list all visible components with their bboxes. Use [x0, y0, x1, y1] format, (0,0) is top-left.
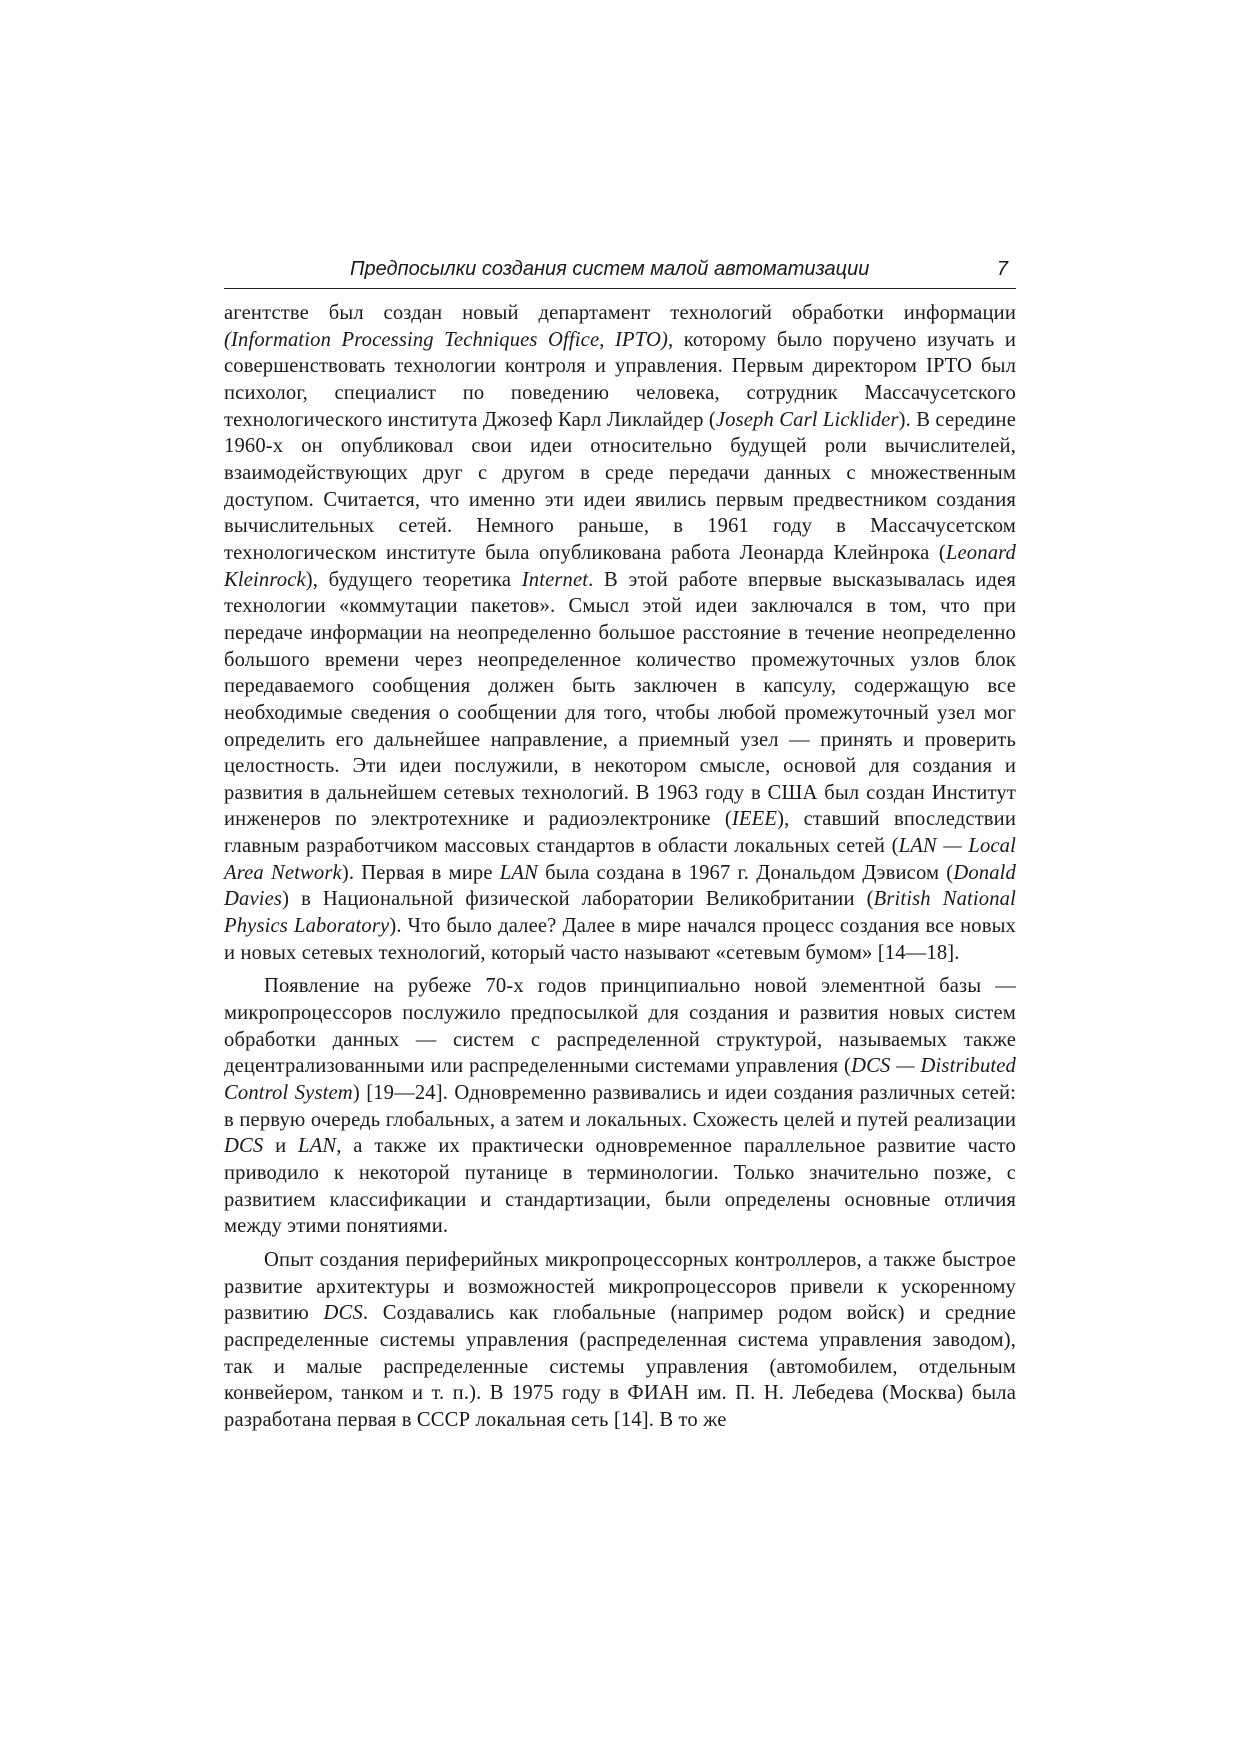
- italic-term: LAN: [298, 1135, 337, 1158]
- text-run: , а также их практически одновременное параллельное развитие часто приводило к некоторой путанице в терминологии. Только значительно позже, с развитием классификации и стандартизации, были определены основные отличия между этими понятиями.: [224, 1135, 1016, 1238]
- text-run: . Создавались как глобальные (например родом войск) и средние распределенные системы управления (распределенная система управления заводом), так и малые распределенные системы управления (автомобилем, отдельным конвейером, танком и т. п.). В 1975 году в ФИАН им. П. Н. Лебедева (Москва) была разработана первая в СССР локальная сеть [14]. В то же: [224, 1302, 1016, 1431]
- text-run: Опыт создания периферийных микропроцессорных контроллеров, а также быстрое развитие архитектуры и возможностей микропроцессоров привели к ускоренному развитию: [224, 1248, 1016, 1325]
- text-run: Появление на рубеже 70-х годов принципиально новой элементной базы — микропроцессоров послужило предпосылкой для создания и развития новых систем обработки данных — систем с распределенной структурой, называемых также децентрализованными или распределенными системами управления (: [224, 975, 1016, 1078]
- text-run: . В этой работе впервые высказывалась идея технологии «коммутации пакетов». Смысл этой идеи заключался в том, что при передаче информации на неопределенно большое расстояние в течение неопределенно большого времени через неопределенное количество промежуточных узлов блок передаваемого сообщения должен быть заключен в капсулу, содержащую все необходимые сведения о сообщении для того, чтобы любой промежуточный узел мог определить его дальнейшее направление, а приемный узел — принять и проверить целостность. Эти идеи послужили, в некотором смысле, основой для создания и развития в дальнейшем сетевых технологий. В 1963 году в США был создан Институт инженеров по электротехнике и радиоэлектронике (: [224, 568, 1016, 831]
- italic-term: LAN — Local Area Network: [224, 835, 1017, 884]
- paragraph: [224, 1247, 1016, 1434]
- paragraph: [224, 973, 1016, 1240]
- italic-term: DCS: [224, 1135, 264, 1158]
- italic-term: IEEE: [731, 808, 778, 831]
- running-title: Предпосылки создания систем малой автоматизации: [350, 258, 870, 280]
- text-run: ) в Национальной физической лаборатории Великобритании (: [282, 888, 874, 911]
- italic-term: British National Physics Laboratory: [224, 888, 1016, 938]
- italic-term: Joseph Carl Licklider: [715, 408, 899, 431]
- italic-term: DCS — Distributed Control System: [224, 1055, 1016, 1105]
- text-run: и: [263, 1135, 299, 1158]
- book-page: [224, 258, 1016, 1434]
- italic-term: (Information Processing Techniques Office, IPTO): [224, 328, 668, 351]
- page-number: 7: [996, 258, 1008, 280]
- running-header: [224, 258, 1016, 289]
- text-run: ), будущего теоретика: [305, 568, 522, 591]
- text-run: ) [19—24]. Одновременно развивались и идеи создания различных сетей: в первую очередь глобальных, а затем и локальных. Схожесть целей и путей реализации: [224, 1082, 1016, 1131]
- text-run: была создана в 1967 г. Дональдом Дэвисом (: [538, 861, 954, 884]
- body-text: [224, 300, 1016, 1434]
- italic-term: DCS: [323, 1302, 363, 1325]
- text-run: ). Что было далее? Далее в мире начался процесс создания все новых и новых сетевых технологий, который часто называют «сетевым бумом» [14—18].: [224, 915, 1016, 964]
- text-run: ). В середине 1960-х он опубликовал свои идеи относительно будущей роли вычислителей, взаимодействующих друг с другом в среде передачи данных с множественным доступом. Считается, что именно эти идеи явились первым предвестником создания вычислительных сетей. Немного раньше, в 1961 году в Массачусетском технологическом институте была опубликована работа Леонарда Клейнрока (: [224, 408, 1016, 564]
- text-run: , которому было поручено изучать и совершенствовать технологии контроля и управления. Первым директором IPTO был психолог, специалист по поведению человека, сотрудник Массачусетского технологического института Джозеф Карл Ликлайдер (: [224, 328, 1016, 431]
- text-run: ). Первая в мире: [341, 861, 500, 884]
- text-run: ), ставший впоследствии главным разработчиком массовых стандартов в области локальных сетей (: [224, 808, 1016, 858]
- italic-term: Internet: [521, 568, 589, 591]
- italic-term: Donald Davies: [224, 861, 1016, 911]
- italic-term: Leonard Kleinrock: [224, 541, 1016, 591]
- italic-term: LAN: [499, 861, 538, 884]
- paragraph: [224, 300, 1016, 966]
- text-run: агентстве был создан новый департамент технологий обработки информации: [224, 302, 1016, 324]
